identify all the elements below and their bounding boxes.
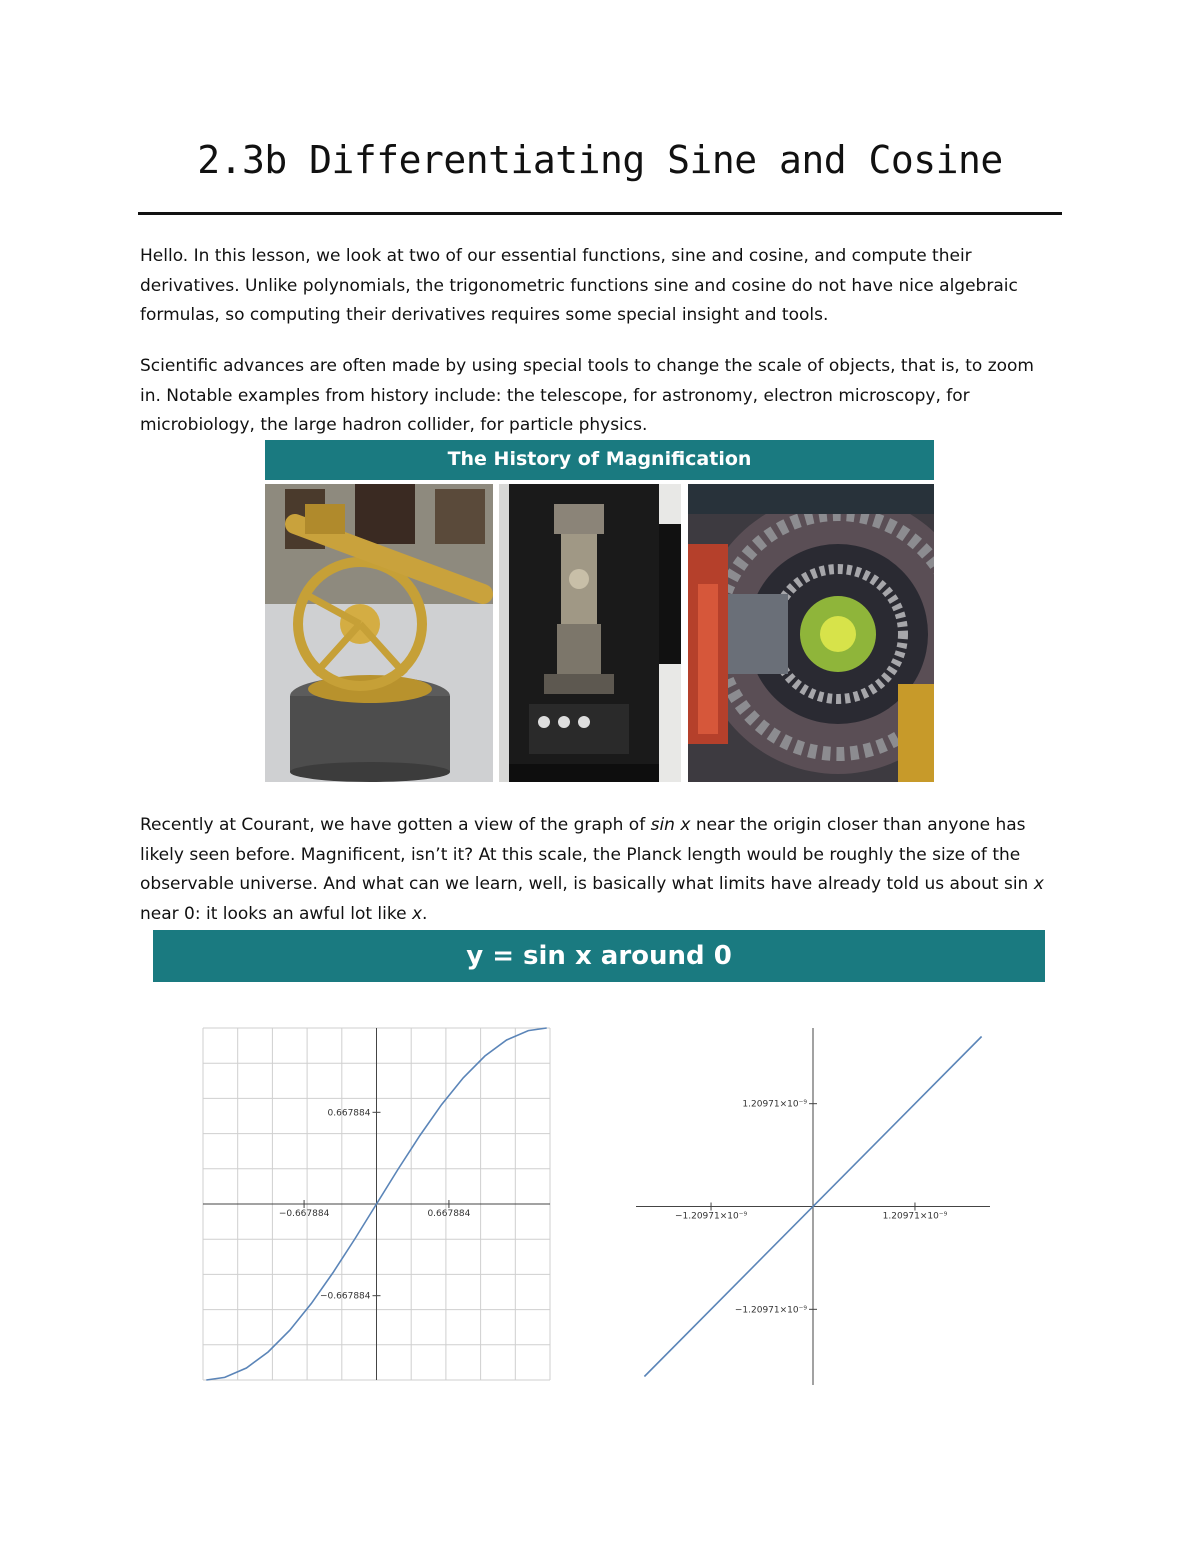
title-rule bbox=[138, 212, 1062, 215]
paragraph-magnification: Scientific advances are often made by using special tools to change the scale of objects, that is, to zoom in. Notable examples from history include: the telescope, for astronomy, electron microscopy, for microbiology, the large hadron collider, for particle physics. bbox=[140, 356, 1034, 435]
x-tick-label: 0.667884 bbox=[427, 1209, 471, 1219]
paragraph-courant-sinx: sin x bbox=[650, 815, 691, 835]
paragraph-courant-part4: . bbox=[422, 903, 428, 924]
figure1-banner: The History of Magnification bbox=[265, 440, 934, 480]
sine-graph-zoomed bbox=[630, 1020, 1000, 1390]
sine-graph-wide bbox=[195, 1020, 560, 1385]
figure2-banner: y = sin x around 0 bbox=[153, 930, 1045, 982]
y-tick-label: −0.667884 bbox=[320, 1291, 371, 1302]
y-tick-label: −1.20971×10⁻⁹ bbox=[734, 1305, 807, 1316]
electron-microscope-photo bbox=[499, 484, 681, 782]
particle-collider-photo bbox=[688, 484, 934, 782]
paragraph-courant bbox=[140, 811, 1055, 929]
paragraph-courant-part3: near 0: it looks an awful lot like bbox=[140, 903, 412, 924]
y-tick-label: 0.667884 bbox=[327, 1108, 371, 1119]
y-tick-label: 1.20971×10⁻⁹ bbox=[742, 1099, 807, 1110]
document-title: 2.3b Differentiating Sine and Cosine bbox=[197, 138, 1003, 182]
paragraph-courant-x2: x bbox=[411, 903, 423, 924]
x-tick-label: −1.20971×10⁻⁹ bbox=[674, 1211, 748, 1222]
x-tick-label: −0.667884 bbox=[278, 1209, 330, 1219]
paragraph-courant-part1: Recently at Courant, we have gotten a view of the graph of bbox=[140, 815, 651, 835]
x-tick-label: 1.20971×10⁻⁹ bbox=[882, 1211, 948, 1222]
paragraph-courant-x1: x bbox=[1033, 874, 1044, 894]
paragraph-courant-part2: near the origin closer than anyone has likely seen before. Magnificent, isn’t it? At this scale, the Planck length would be roughly the size of the observable universe. And what can we learn, well, is basically what limits have already told us about sin bbox=[140, 815, 1034, 894]
telescope-photo bbox=[265, 484, 493, 782]
paragraph-intro: Hello. In this lesson, we look at two of our essential functions, sine and cosine, and compute their derivatives. Unlike polynomials, the trigonometric functions sine and cosine do not have nice algebraic formulas, so computing their derivatives requires some special insight and tools. bbox=[140, 246, 1018, 325]
